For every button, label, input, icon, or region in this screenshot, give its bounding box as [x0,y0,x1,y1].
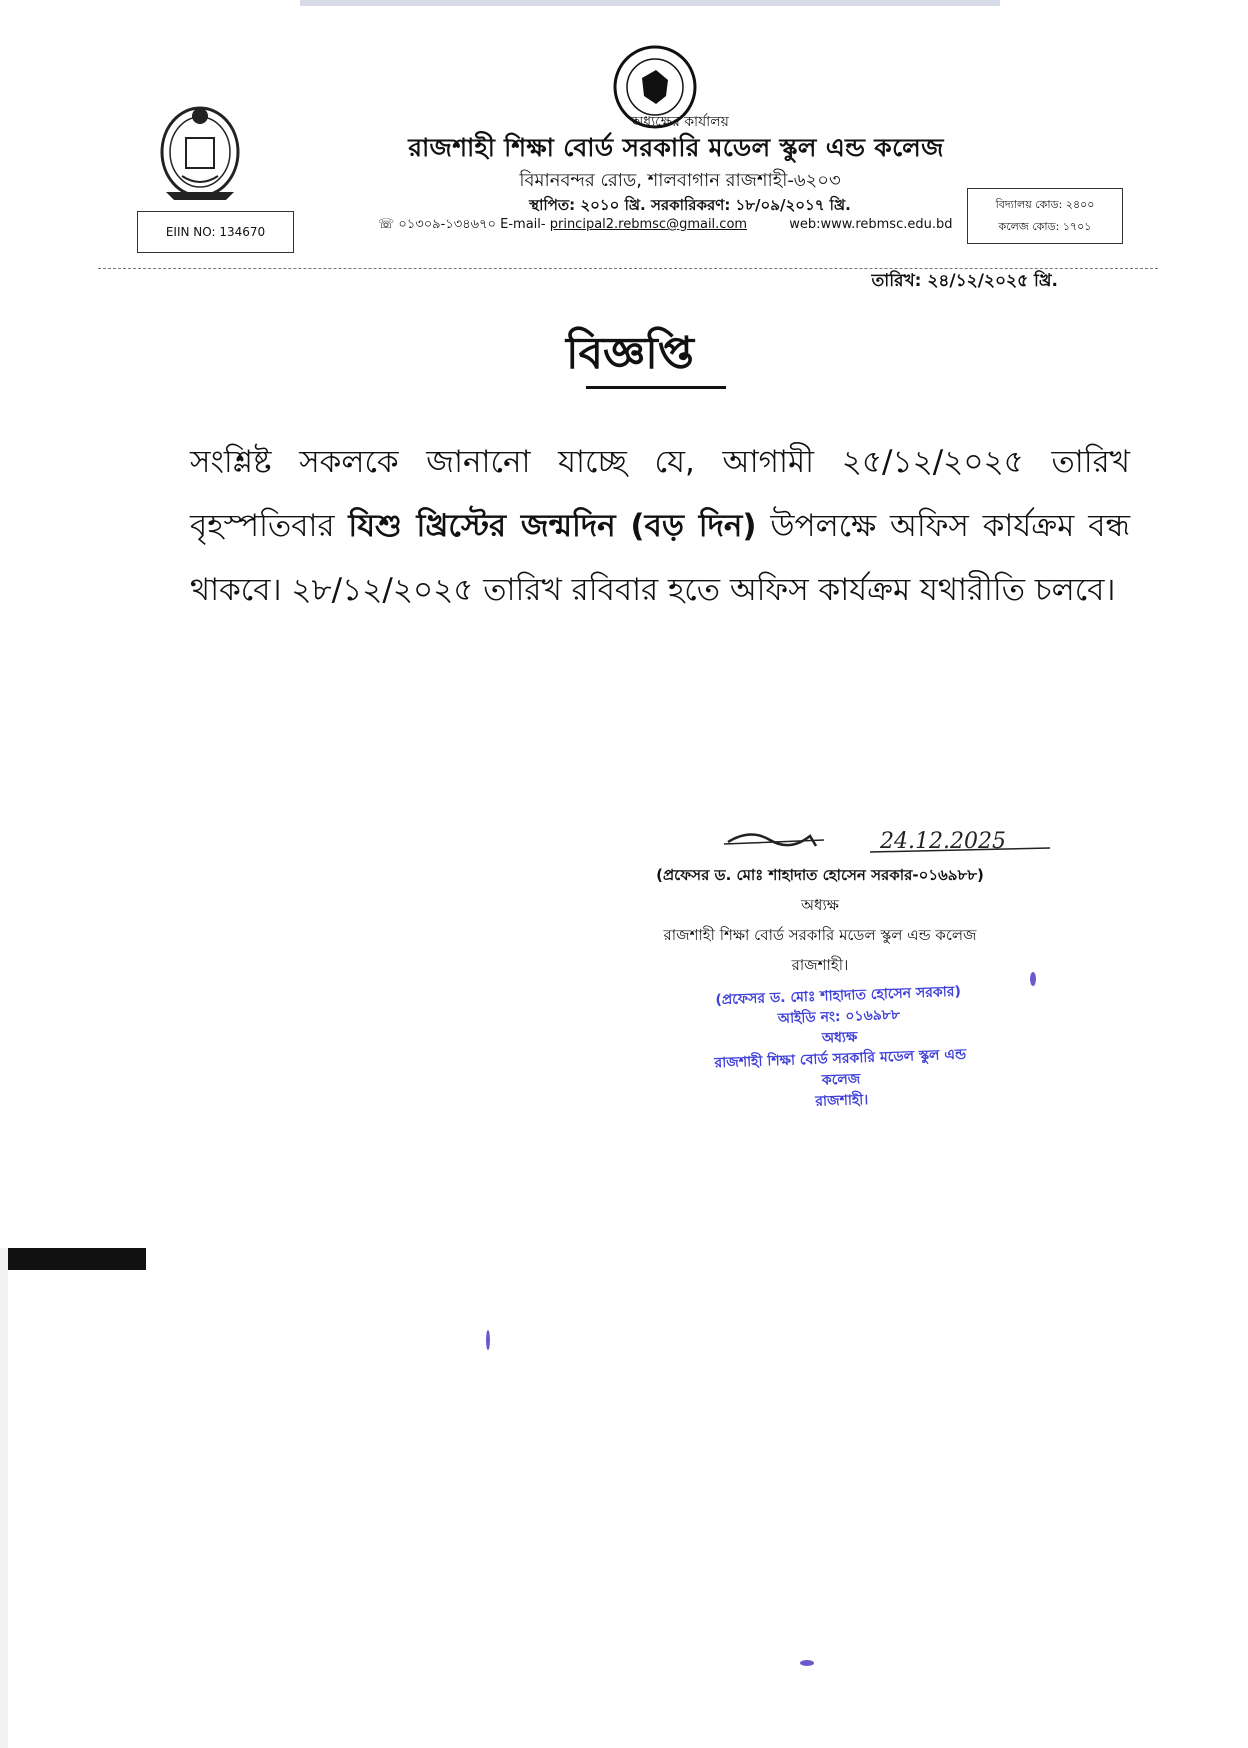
eiin-box: EIIN NO: 134670 [137,211,294,253]
scan-edge-strip [0,1248,8,1748]
phone-number: ☏ ০১৩০৯-১৩৪৬৭০ [378,217,496,232]
stamp-title: অধ্যক্ষ [821,1029,858,1047]
website-link[interactable]: web:www.rebmsc.edu.bd [789,217,953,232]
codes-box [967,188,1123,244]
established-info: স্থাপিত: ২০১০ খ্রি. সরকারিকরণ: ১৮/০৯/২০১৭ খ্রি. [529,196,851,214]
school-address: বিমানবন্দর রোড, শালবাগান রাজশাহী-৬২০৩ [519,170,841,191]
college-code: কলেজ কোড: ১৭০১ [998,220,1092,233]
ink-speck [486,1330,490,1350]
signatory-city: রাজশাহী। [791,956,849,974]
body-text-2: উপলক্ষে অফিস কার্যক্রম বন্ধ থাকবে। ২৮/১২/২০২৫ তারিখ রবিবার হতে অফিস কার্যক্রম যথারীতি চলবে। [190,508,1131,608]
scan-edge-mark [0,1248,146,1270]
scan-top-bar [300,0,1000,6]
signature-date: 24.12.2025 [880,829,1006,854]
notice-body [190,430,1130,622]
school-code: বিদ্যালয় কোড: ২৪০০ [995,198,1095,211]
body-text-bold: যিশু খ্রিস্টের জন্মদিন (বড় দিন) [348,508,757,544]
email-prefix: E-mail- [500,217,546,232]
school-name: রাজশাহী শিক্ষা বোর্ড সরকারি মডেল স্কুল এন্ড কলেজ [408,133,944,162]
office-label: অধ্যক্ষের কার্যালয় [631,114,729,130]
official-stamp [698,981,982,1117]
heading-underline [586,386,726,389]
body-text-1: সংশ্লিষ্ট সকলকে জানানো যাচ্ছে যে, আগামী ২৫/১২/২০২৫ তারিখ বৃহস্পতিবার [190,444,1130,544]
email-link[interactable]: principal2.rebmsc@gmail.com [549,217,748,232]
signatory-block [560,860,1080,980]
stamp-name: (প্রফেসর ড. মোঃ শাহাদাত হোসেন সরকার) [715,983,962,1009]
signatory-institution: রাজশাহী শিক্ষা বোর্ড সরকারি মডেল স্কুল এন্ড কলেজ [663,926,977,944]
school-crest-icon [152,96,248,204]
stamp-institution: রাজশাহী শিক্ষা বোর্ড সরকারি মডেল স্কুল এন্ড কলেজ [714,1046,967,1089]
contact-line [378,215,958,236]
signatory-name: (প্রফেসর ড. মোঃ শাহাদাত হোসেন সরকার-০১৬৯৮৮) [656,866,984,884]
ink-speck [800,1660,814,1666]
signatory-title: অধ্যক্ষ [801,896,839,914]
notice-date: তারিখ: ২৪/১২/২০২৫ খ্রি. [871,271,1058,291]
stamp-city: রাজশাহী। [815,1092,869,1110]
ink-speck [1030,972,1036,986]
notice-heading: বিজ্ঞপ্তি [566,328,694,379]
stamp-id: আইডি নং: ০১৬৯৮৮ [777,1006,901,1028]
